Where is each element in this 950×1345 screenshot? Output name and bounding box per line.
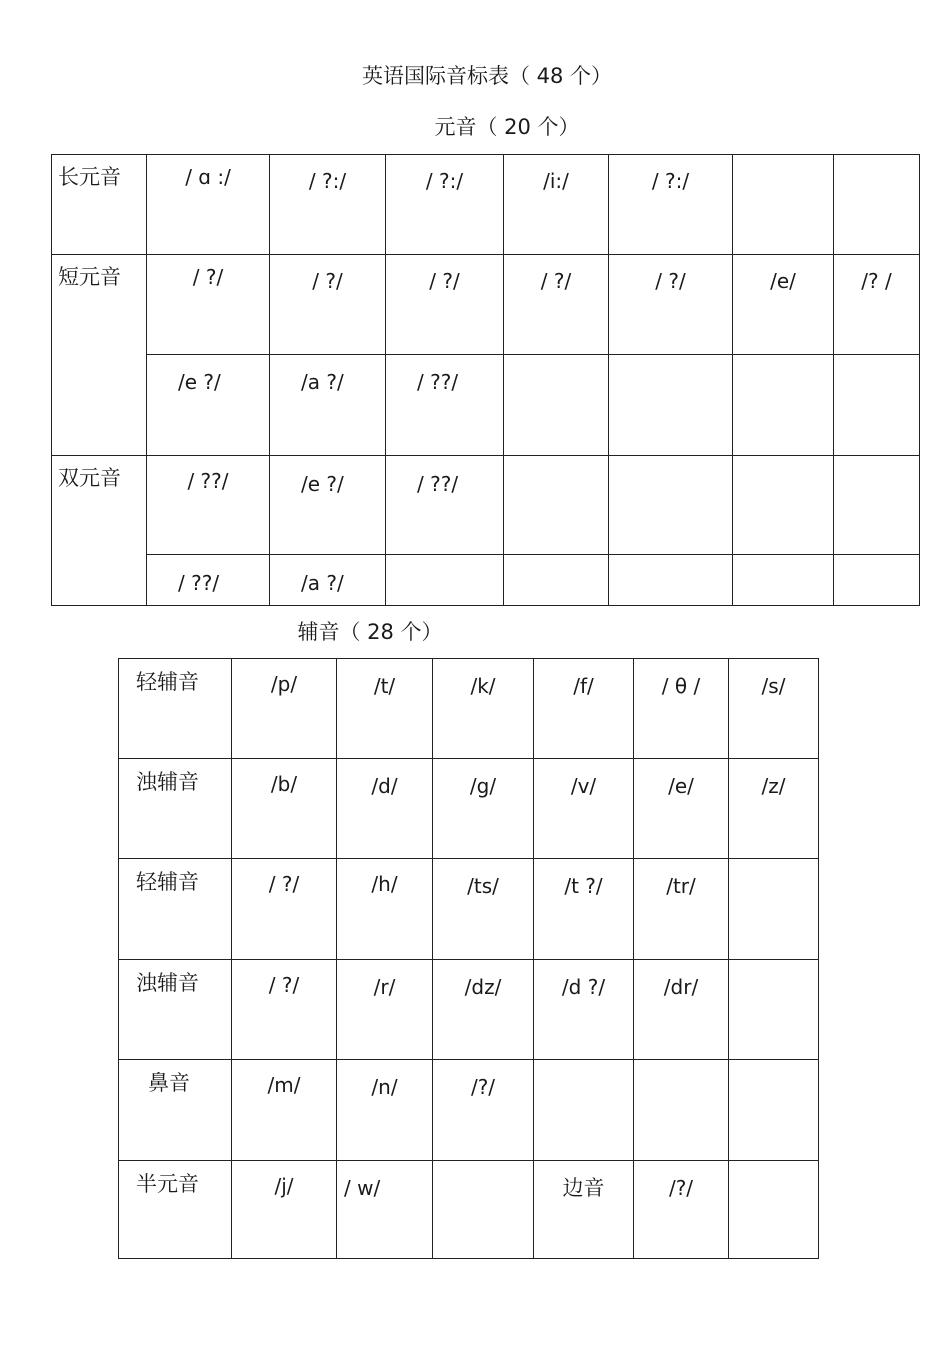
consonant-symbol: /t/ (373, 674, 396, 698)
vowel-symbol: / ?/ (655, 269, 686, 293)
consonant-cell (634, 1161, 729, 1259)
consonant-symbol: /?/ (470, 1075, 496, 1099)
consonant-cell (634, 960, 729, 1060)
vowel-cell (733, 155, 834, 255)
consonant-cell (634, 659, 729, 759)
consonant-cell (433, 659, 534, 759)
row-label-cell (52, 255, 147, 456)
short-vowel-row (52, 355, 920, 456)
row-label-cell (119, 859, 232, 960)
consonant-cell (232, 1060, 337, 1161)
consonant-row (119, 960, 819, 1060)
consonant-cell (433, 859, 534, 960)
consonant-symbol: /g/ (469, 774, 497, 798)
consonant-cell (337, 1060, 433, 1161)
vowel-symbol: / ??/ (187, 469, 229, 493)
consonant-cell (534, 1161, 634, 1259)
vowel-symbol (504, 355, 608, 377)
consonant-symbol: /j/ (274, 1174, 294, 1198)
diphthong-row (52, 456, 920, 555)
vowel-cell (733, 555, 834, 606)
consonant-symbol: /?/ (668, 1176, 694, 1200)
vowel-cell (386, 456, 504, 555)
consonant-symbol: /tr/ (666, 874, 696, 898)
consonant-cell (337, 759, 433, 859)
consonant-cell (337, 960, 433, 1060)
vowel-cell (270, 255, 386, 355)
consonant-symbol (729, 859, 818, 872)
row-label-cell (119, 1060, 232, 1161)
vowel-cell (609, 555, 733, 606)
vowel-symbol: / ?:/ (308, 169, 347, 193)
vowel-symbol: / ??/ (417, 472, 459, 496)
consonant-symbol: / θ / (661, 674, 701, 698)
vowel-symbol (733, 456, 833, 478)
vowel-cell (386, 255, 504, 355)
vowel-symbol (733, 555, 833, 577)
consonant-row (119, 659, 819, 759)
consonant-symbol: / ?/ (268, 973, 300, 997)
consonant-cell (433, 759, 534, 859)
vowel-symbol: /a ?/ (301, 571, 344, 595)
vowel-cell (270, 355, 386, 456)
vowel-symbol (609, 456, 732, 478)
consonant-cell (634, 1060, 729, 1161)
consonant-symbol: /z/ (761, 774, 786, 798)
vowel-symbol (386, 555, 503, 577)
row-label-cell (119, 960, 232, 1060)
vowel-symbol (504, 555, 608, 577)
row-label-cell (52, 456, 147, 606)
vowel-symbol: /i:/ (543, 169, 569, 193)
consonant-symbol: /e/ (668, 774, 694, 798)
consonant-symbol: /f/ (573, 674, 594, 698)
consonant-table (118, 658, 819, 1259)
consonant-cell (634, 859, 729, 960)
vowel-symbol (733, 155, 833, 177)
row-label-long-vowel: 长元音 (58, 165, 121, 189)
consonant-symbol: /t ?/ (564, 874, 603, 898)
row-label-voiceless: 轻辅音 (136, 670, 199, 694)
consonant-cell (337, 1161, 433, 1259)
vowel-symbol: / ?/ (312, 269, 343, 293)
consonant-row (119, 759, 819, 859)
vowel-cell (733, 456, 834, 555)
vowel-symbol: / ?/ (429, 269, 460, 293)
consonant-cell (634, 759, 729, 859)
consonant-cell (534, 859, 634, 960)
consonant-cell (729, 859, 819, 960)
vowel-cell (834, 155, 920, 255)
vowel-cell (733, 255, 834, 355)
row-label-voiced: 浊辅音 (136, 770, 199, 794)
vowel-cell (504, 456, 609, 555)
consonant-symbol: /r/ (373, 975, 396, 999)
consonant-symbol: /ts/ (467, 874, 499, 898)
consonant-symbol (433, 1161, 533, 1174)
consonant-heading: 辅音（ 28 个） (297, 620, 443, 644)
consonant-symbol: /b/ (270, 772, 298, 796)
consonant-symbol: /d ?/ (561, 975, 606, 999)
vowel-cell (609, 355, 733, 456)
consonant-symbol: /v/ (570, 774, 597, 798)
vowel-cell (609, 456, 733, 555)
consonant-symbol (634, 1060, 728, 1073)
vowel-symbol: / ?:/ (651, 169, 690, 193)
vowel-symbol (834, 555, 919, 577)
vowel-cell (270, 555, 386, 606)
row-label-voiced: 浊辅音 (136, 971, 199, 995)
vowel-symbol: / ??/ (417, 370, 459, 394)
row-label-cell (119, 659, 232, 759)
vowel-symbol (609, 555, 732, 577)
row-label-diphthong: 双元音 (58, 466, 121, 490)
vowel-cell (609, 155, 733, 255)
consonant-row (119, 1161, 819, 1259)
vowel-cell (733, 355, 834, 456)
vowel-cell (147, 255, 270, 355)
consonant-cell (433, 960, 534, 1060)
vowel-cell (386, 155, 504, 255)
row-label-short-vowel: 短元音 (58, 265, 121, 289)
consonant-symbol: /k/ (470, 674, 496, 698)
vowel-symbol (834, 456, 919, 478)
vowel-cell (504, 155, 609, 255)
consonant-cell (232, 659, 337, 759)
row-label-voiceless: 轻辅音 (136, 870, 199, 894)
row-label-cell (52, 155, 147, 255)
row-label-nasal: 鼻音 (148, 1071, 190, 1095)
consonant-cell (729, 1060, 819, 1161)
vowel-symbol: /e/ (770, 269, 796, 293)
consonant-symbol: / w/ (344, 1176, 381, 1200)
consonant-cell (534, 1060, 634, 1161)
consonant-cell (232, 960, 337, 1060)
consonant-symbol (729, 1161, 818, 1174)
vowel-symbol: / ??/ (178, 571, 220, 595)
consonant-row (119, 1060, 819, 1161)
short-vowel-row (52, 255, 920, 355)
vowel-cell (386, 355, 504, 456)
vowel-cell (834, 355, 920, 456)
vowel-cell (270, 456, 386, 555)
row-label-semivowel: 半元音 (136, 1172, 199, 1196)
consonant-symbol: /n/ (371, 1075, 398, 1099)
vowel-symbol: / ɑ :/ (185, 165, 231, 189)
consonant-cell (729, 1161, 819, 1259)
consonant-symbol: /dr/ (663, 975, 699, 999)
consonant-cell (337, 859, 433, 960)
consonant-cell (729, 759, 819, 859)
diphthong-row (52, 555, 920, 606)
vowel-table (51, 154, 920, 606)
vowel-cell (147, 355, 270, 456)
vowel-symbol: / ?:/ (425, 169, 464, 193)
consonant-cell (232, 1161, 337, 1259)
consonant-cell (337, 659, 433, 759)
consonant-symbol: /d/ (371, 774, 398, 798)
consonant-cell (232, 859, 337, 960)
consonant-cell (433, 1060, 534, 1161)
vowel-cell (270, 155, 386, 255)
vowel-symbol: /a ?/ (301, 370, 344, 394)
vowel-cell (147, 155, 270, 255)
vowel-symbol (834, 355, 919, 377)
vowel-cell (147, 456, 270, 555)
vowel-heading: 元音（ 20 个） (434, 115, 580, 139)
consonant-row (119, 859, 819, 960)
vowel-symbol: /e ?/ (301, 472, 344, 496)
vowel-cell (504, 555, 609, 606)
page-title: 英语国际音标表（ 48 个） (361, 64, 613, 88)
consonant-cell (433, 1161, 534, 1259)
vowel-cell (834, 555, 920, 606)
vowel-cell (504, 255, 609, 355)
consonant-cell (729, 960, 819, 1060)
consonant-cell (729, 659, 819, 759)
vowel-cell (609, 255, 733, 355)
vowel-symbol (834, 155, 919, 177)
consonant-symbol: /p/ (270, 672, 298, 696)
vowel-symbol: / ?/ (192, 265, 224, 289)
consonant-symbol (729, 960, 818, 973)
consonant-symbol: /h/ (371, 872, 398, 896)
vowel-symbol (504, 456, 608, 478)
vowel-symbol (733, 355, 833, 377)
consonant-symbol: /s/ (761, 674, 786, 698)
vowel-cell (386, 555, 504, 606)
consonant-symbol: /m/ (267, 1073, 301, 1097)
consonant-cell (534, 659, 634, 759)
consonant-cell (534, 960, 634, 1060)
vowel-cell (504, 355, 609, 456)
long-vowel-row (52, 155, 920, 255)
lateral-label: 边音 (562, 1176, 605, 1200)
vowel-symbol: / ?/ (540, 269, 572, 293)
consonant-cell (232, 759, 337, 859)
consonant-symbol (534, 1060, 633, 1073)
vowel-cell (147, 555, 270, 606)
vowel-cell (834, 255, 920, 355)
consonant-cell (534, 759, 634, 859)
consonant-symbol: /dz/ (464, 975, 502, 999)
row-label-cell (119, 1161, 232, 1259)
vowel-symbol: /e ?/ (178, 370, 221, 394)
vowel-cell (834, 456, 920, 555)
consonant-symbol: / ?/ (268, 872, 300, 896)
vowel-symbol: /? / (861, 269, 892, 293)
row-label-cell (119, 759, 232, 859)
vowel-symbol (609, 355, 732, 377)
consonant-symbol (729, 1060, 818, 1073)
